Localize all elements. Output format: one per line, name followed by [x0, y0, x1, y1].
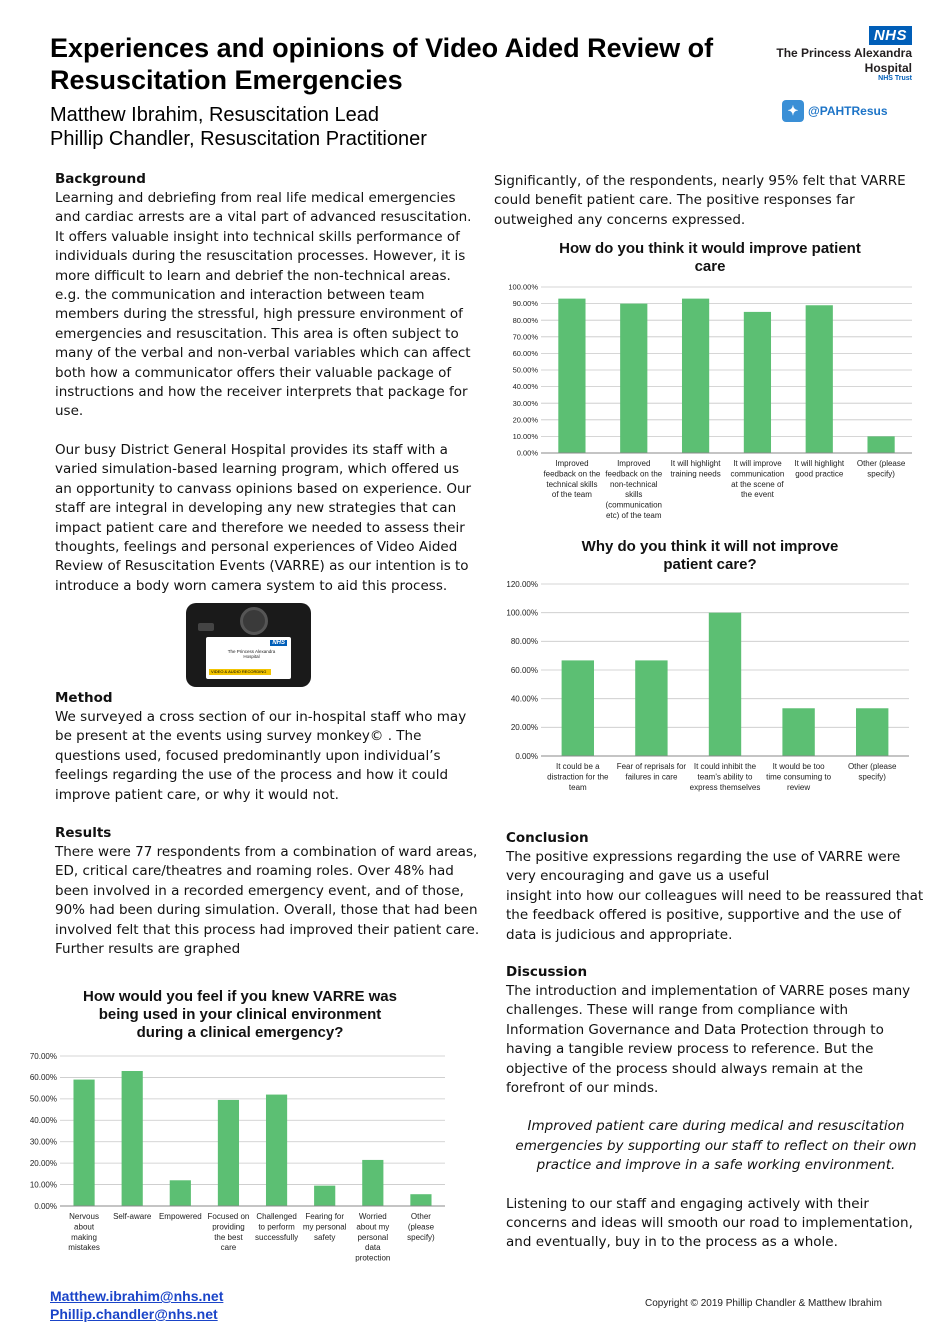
logo-line-1: The Princess Alexandra: [776, 46, 912, 60]
x-tick-label-line: protection: [355, 1253, 391, 1263]
y-tick-label: 0.00%: [515, 751, 538, 761]
bar: [218, 1100, 239, 1206]
discussion-section: [506, 963, 926, 1253]
x-tick-label-line: of the team: [551, 490, 592, 500]
x-tick-label-line: safety: [314, 1232, 336, 1242]
x-tick-label-line: team's ability to: [697, 772, 753, 782]
bar: [709, 613, 741, 756]
y-tick-label: 0.00%: [516, 448, 538, 458]
x-tick-label: [670, 459, 721, 478]
x-tick-label-line: my personal: [302, 1222, 347, 1232]
twitter-handle[interactable]: [782, 100, 888, 122]
bar: [744, 312, 771, 453]
chart-not-improve-title-line: Why do you think it will not improve: [581, 538, 839, 555]
chart-improve-title-line: care: [694, 258, 726, 275]
results-section: [55, 824, 480, 959]
bar: [170, 1180, 191, 1206]
bar: [266, 1095, 287, 1206]
poster-title: Experiences and opinions of Video Aided Review of Resuscitation Emergencies: [50, 33, 714, 95]
y-tick-label: 60.00%: [510, 665, 538, 675]
chart-feel-title-line: being used in your clinical environment: [98, 1006, 382, 1023]
x-tick-label-line: specify): [867, 469, 895, 479]
chart-improve: [540, 240, 880, 276]
y-tick-label: 70.00%: [29, 1051, 57, 1061]
twitter-handle-text: @PAHTResus: [808, 104, 888, 118]
background-heading: Background: [55, 171, 146, 187]
background-paragraph-1: Learning and debriefing from real life medical emergencies and cardiac arrests are a vital part of advanced resuscitation. It offers valuable insight into technical skills performance of individuals during the resuscitation processes. However, it is more difficult to learn and debrief the non-technical areas. e.g. the communication and interaction between team members during the stressful, high pressure environment of emergencies and resuscitation. This area is often subject to many of the verbal and non-verbal variables which can affect both how a communicator offers their valuable package of instructions and how the receiver interprets that package for use.: [55, 190, 472, 420]
y-tick-label: 20.00%: [510, 723, 538, 733]
x-tick-label-line: Empowered: [158, 1212, 202, 1221]
bar: [620, 304, 647, 453]
x-tick-label-line: It will highlight: [670, 459, 721, 468]
x-tick-label: [794, 459, 845, 478]
x-tick-label: [113, 1212, 152, 1221]
y-tick-label: 40.00%: [29, 1116, 57, 1126]
nhs-badge: NHS: [869, 26, 912, 45]
x-tick-label-line: Nervous: [69, 1212, 99, 1221]
camera-sensor: [198, 623, 214, 631]
y-tick-label: 50.00%: [29, 1094, 57, 1104]
right-intro-section: [494, 172, 924, 230]
discussion-heading: Discussion: [506, 964, 588, 980]
camera-recording-strip: VIDEO & AUDIO RECORDING: [209, 669, 271, 675]
y-tick-label: 20.00%: [512, 415, 538, 425]
x-tick-label-line: Improved: [555, 459, 589, 468]
copyright-notice: Copyright © 2019 Phillip Chandler & Matthew Ibrahim: [645, 1298, 882, 1309]
discussion-quote: Improved patient care during medical and resuscitation emergencies by supporting our staff to reflect on their own practice and improve in a safe working environment.: [515, 1118, 917, 1174]
x-tick-label-line: review: [787, 782, 811, 792]
x-tick-label-line: Other (please: [847, 762, 897, 771]
x-tick-label-line: etc) of the team: [605, 511, 662, 520]
x-tick-label-line: technical skills: [546, 479, 598, 489]
x-tick-label-line: data: [365, 1243, 381, 1253]
y-tick-label: 60.00%: [29, 1073, 57, 1083]
camera-lens-icon: [240, 607, 268, 635]
x-tick-label: [617, 762, 687, 781]
bar: [782, 708, 814, 756]
email-link-1[interactable]: Matthew.ibrahim@nhs.net: [50, 1288, 224, 1304]
x-tick-label: [159, 1212, 202, 1221]
x-tick-label-line: care: [220, 1243, 237, 1253]
bar: [682, 299, 709, 453]
x-tick-label-line: Fearing for: [305, 1212, 345, 1221]
y-tick-label: 100.00%: [508, 282, 538, 292]
x-tick-label-line: Improved: [617, 459, 651, 468]
discussion-paragraph-1: The introduction and implementation of VARRE poses many challenges. These will range from compliance with Information Governance and Data Protection through to having a tangible review process to reference. But the objective of the process should always remain at the forefront of our minds.: [506, 983, 911, 1097]
x-tick-label-line: specify): [407, 1232, 435, 1242]
x-tick-label-line: non-technical: [609, 479, 658, 489]
x-tick-label: [303, 1212, 347, 1242]
x-tick-label: [731, 459, 785, 499]
x-tick-label-line: communication: [730, 469, 785, 479]
x-tick-label-line: about: [74, 1222, 95, 1232]
bar: [314, 1186, 335, 1206]
x-tick-label-line: It will highlight: [794, 459, 845, 468]
y-tick-label: 50.00%: [512, 365, 538, 375]
chart-feel-title: [20, 988, 460, 1042]
x-tick-label-line: good practice: [795, 469, 844, 479]
bar: [635, 660, 667, 756]
y-tick-label: 90.00%: [512, 299, 538, 309]
bar: [73, 1080, 94, 1206]
bar: [410, 1194, 431, 1206]
x-tick-label-line: Fear of reprisals for: [616, 762, 687, 771]
chart-not-improve: [540, 538, 880, 574]
x-tick-label: [547, 762, 609, 792]
chart-improve-title-line: How do you think it would improve patient: [559, 240, 861, 257]
y-tick-label: 40.00%: [510, 694, 538, 704]
x-tick-label-line: Other: [410, 1212, 431, 1221]
x-tick-label: [407, 1212, 435, 1242]
right-intro-paragraph: Significantly, of the respondents, nearly 95% felt that VARRE could benefit patient care. The positive responses far outweighed any concerns expressed.: [494, 173, 906, 228]
y-tick-label: 120.00%: [506, 579, 538, 589]
twitter-icon: ✦: [782, 100, 804, 122]
bar: [362, 1160, 383, 1206]
x-tick-label: [355, 1212, 390, 1263]
y-tick-label: 60.00%: [512, 349, 538, 359]
x-tick-label-line: distraction for the: [547, 772, 609, 782]
x-tick-label: [68, 1212, 100, 1252]
x-tick-label-line: the event: [740, 490, 774, 500]
x-tick-label-line: It would be too: [772, 762, 825, 771]
conclusion-paragraph-2: insight into how our colleagues will need to be reassured that the feedback offered is positive, supportive and the use of data is judicious and appropriate.: [506, 887, 924, 943]
x-tick-label: [605, 459, 662, 520]
x-tick-label-line: (communication: [605, 500, 662, 510]
chart-feel-title-line: during a clinical emergency?: [136, 1024, 344, 1041]
x-tick-label-line: making: [71, 1232, 97, 1242]
x-tick-label-line: team: [568, 782, 587, 792]
y-tick-label: 20.00%: [29, 1158, 57, 1168]
bar: [867, 436, 894, 453]
x-tick-label: [208, 1212, 250, 1252]
x-tick-label-line: training needs: [670, 469, 721, 479]
bar: [806, 305, 833, 453]
y-tick-label: 80.00%: [512, 315, 538, 325]
bar: [562, 660, 594, 756]
x-tick-label-line: time consuming to: [766, 772, 832, 782]
camera-label: [206, 637, 291, 679]
y-tick-label: 70.00%: [512, 332, 538, 342]
y-tick-label: 0.00%: [34, 1201, 57, 1211]
hospital-logo: [772, 26, 912, 82]
chart-not-improve-title-line: patient care?: [663, 556, 757, 573]
x-tick-label-line: specify): [858, 772, 886, 782]
x-tick-label: [690, 762, 761, 792]
chart-feel-plot: [20, 1046, 460, 1276]
x-tick-label-line: feedback on the: [605, 469, 663, 479]
x-tick-label: [857, 459, 906, 478]
bar: [558, 299, 585, 453]
results-paragraph: There were 77 respondents from a combination of ward areas, ED, critical care/theatres and roaming roles. Over 48% had been involved in a recorded emergency event, and of those, 90% had been during simulation. Overall, those that had been involved felt that this process had improved their patient care. Further results are graphed: [55, 844, 480, 958]
x-tick-label-line: providing: [212, 1222, 245, 1232]
camera-label-text: The Princess Alexandra Hospital: [227, 649, 276, 659]
chart-improve-title: [540, 240, 880, 276]
bar: [122, 1071, 143, 1206]
chart-improve-plot: [484, 280, 924, 530]
x-tick-label: [255, 1212, 298, 1242]
camera-nhs-badge: NHS: [272, 640, 285, 646]
method-heading: Method: [55, 690, 113, 706]
x-tick-label-line: the best: [214, 1232, 243, 1242]
background-paragraph-2: Our busy District General Hospital provides its staff with a varied simulation-based learning program, which offered us an opportunity to canvass opinions based on experience. Our staff are integral in developing any new strategies that can impact patient care and therefore we needed to assess their thoughts, feelings and personal experiences of Video Aided Review of Resuscitation Events (VARRE) as our intention is to introduce a body worn camera system to aid this process.: [55, 441, 472, 594]
x-tick-label-line: skills: [625, 490, 643, 500]
x-tick-label: [766, 762, 831, 792]
y-tick-label: 10.00%: [29, 1180, 57, 1190]
y-tick-label: 100.00%: [506, 608, 538, 618]
x-tick-label: [848, 762, 897, 781]
results-heading: Results: [55, 825, 112, 841]
x-tick-label-line: personal: [357, 1232, 389, 1242]
x-tick-label-line: successfully: [255, 1232, 299, 1242]
author-1: Matthew Ibrahim, Resuscitation Lead: [50, 104, 380, 126]
email-link-2[interactable]: Phillip.chandler@nhs.net: [50, 1306, 218, 1322]
x-tick-label-line: (please: [407, 1222, 435, 1232]
chart-feel: [20, 988, 460, 1042]
conclusion-heading: Conclusion: [506, 830, 589, 846]
chart-not-improve-title: [540, 538, 880, 574]
x-tick-label-line: Self-aware: [113, 1212, 152, 1221]
conclusion-paragraph-1: The positive expressions regarding the use of VARRE were very encouraging and gave us a useful: [506, 849, 901, 885]
y-tick-label: 30.00%: [512, 398, 538, 408]
y-tick-label: 80.00%: [510, 637, 538, 647]
logo-trust: NHS Trust: [878, 75, 912, 82]
y-tick-label: 30.00%: [29, 1137, 57, 1147]
x-tick-label-line: Focused on: [207, 1212, 250, 1221]
method-paragraph: We surveyed a cross section of our in-hospital staff who may be present at the events using survey monkey© . The questions used, focused predominantly upon individual’s feelings regarding the use of the process and how it could improve patient care, or why it would not.: [55, 709, 467, 803]
x-tick-label-line: Worried: [358, 1212, 387, 1221]
x-tick-label-line: express themselves: [689, 782, 761, 792]
bar: [856, 708, 888, 756]
y-tick-label: 40.00%: [512, 382, 538, 392]
x-tick-label-line: about my: [356, 1222, 390, 1232]
discussion-paragraph-2: Listening to our staff and engaging actively with their concerns and ideas will smooth our road to implementation, and eventually, buy in to the process as a whole.: [506, 1195, 913, 1251]
x-tick-label: [543, 459, 600, 499]
x-tick-label-line: to perform: [258, 1222, 295, 1232]
conclusion-section: [506, 829, 926, 945]
x-tick-label-line: mistakes: [68, 1243, 100, 1253]
authors: [50, 103, 427, 151]
chart-not-improve-plot: [484, 576, 924, 801]
body-camera-image: [186, 603, 311, 687]
x-tick-label-line: It could be a: [556, 762, 600, 771]
x-tick-label-line: It will improve: [733, 459, 782, 468]
x-tick-label-line: It could inhibit the: [693, 762, 757, 771]
y-tick-label: 10.00%: [512, 432, 538, 442]
background-section: [55, 170, 480, 596]
x-tick-label-line: Other (please: [856, 459, 906, 468]
method-section: [55, 689, 480, 805]
contact-emails: [50, 1287, 223, 1323]
x-tick-label-line: at the scene of: [731, 479, 784, 489]
x-tick-label-line: feedback on the: [543, 469, 601, 479]
x-tick-label-line: failures in care: [625, 772, 678, 782]
author-2: Phillip Chandler, Resuscitation Practitioner: [50, 128, 427, 150]
x-tick-label-line: Challenged: [256, 1212, 297, 1221]
logo-line-2: Hospital: [864, 61, 912, 75]
chart-feel-title-line: How would you feel if you knew VARRE was: [83, 988, 397, 1005]
